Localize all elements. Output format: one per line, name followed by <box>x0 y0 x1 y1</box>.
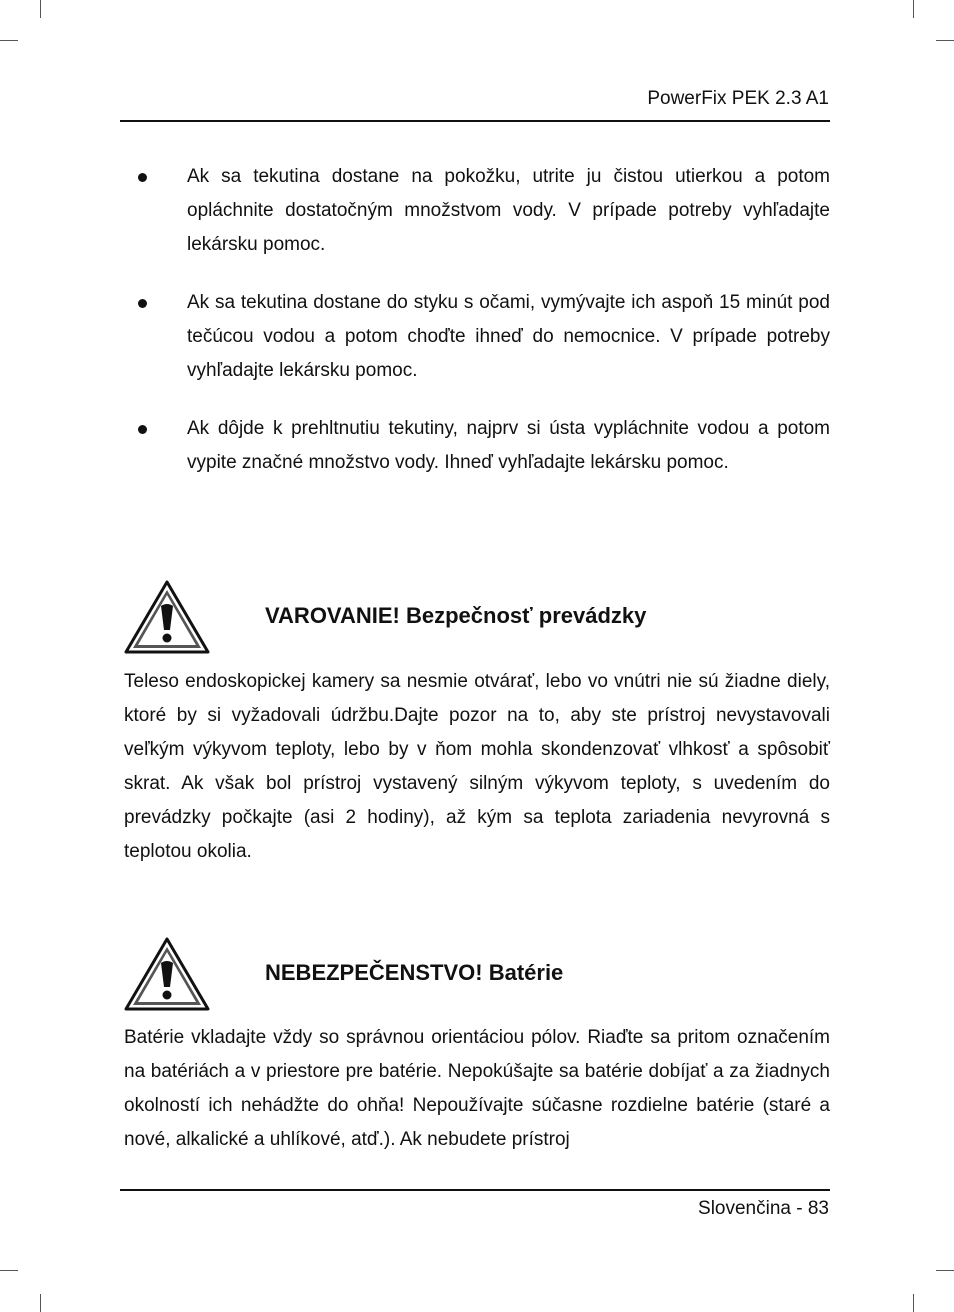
page-footer-label: Slovenčina - 83 <box>698 1198 829 1219</box>
crop-mark <box>936 1270 954 1271</box>
crop-mark <box>913 0 914 18</box>
crop-mark <box>0 40 18 41</box>
footer-rule <box>120 1189 830 1191</box>
crop-mark <box>40 0 41 18</box>
section-title: VAROVANIE! Bezpečnosť prevádzky <box>265 603 647 628</box>
list-item <box>124 286 830 388</box>
page-header-title: PowerFix PEK 2.3 A1 <box>647 88 829 109</box>
warning-triangle-icon <box>124 937 210 1011</box>
bullet-icon <box>138 425 147 434</box>
list-item-text: Ak dôjde k prehltnutiu tekutiny, najprv si ústa vypláchnite vodou a potom vypite značné množstvo vody. Ihneď vyhľadajte lekársku pomoc. <box>187 418 830 473</box>
warning-triangle-icon <box>124 580 210 654</box>
section-paragraph: Batérie vkladajte vždy so správnou orientáciou pólov. Riaďte sa pritom označením na batériách a v priestore pre batérie. Nepokúšajte sa batérie dobíjať a za žiadnych okolností ich nehádžte do ohňa! Nepoužívajte súčasne rozdielne batérie (staré a nové, alkalické a uhlíkové, atď.). Ak nebudete prístroj <box>124 1027 830 1150</box>
crop-mark <box>0 1270 18 1271</box>
header-rule <box>120 120 830 122</box>
bullet-icon <box>138 299 147 308</box>
list-item-text: Ak sa tekutina dostane na pokožku, utrite ju čistou utierkou a potom opláchnite dostatočným množstvom vody. V prípade potreby vyhľadajte lekársku pomoc. <box>187 166 830 255</box>
list-item <box>124 412 830 480</box>
bullet-icon <box>138 173 147 182</box>
crop-mark <box>40 1294 41 1312</box>
list-item-text: Ak sa tekutina dostane do styku s očami, vymývajte ich aspoň 15 minút pod tečúcou vodou a potom choďte ihneď do nemocnice. V prípade potreby vyhľadajte lekársku pomoc. <box>187 292 830 381</box>
bullet-list <box>124 160 830 504</box>
section-title: NEBEZPEČENSTVO! Batérie <box>265 960 564 985</box>
list-item <box>124 160 830 262</box>
crop-mark <box>936 40 954 41</box>
section-paragraph: Teleso endoskopickej kamery sa nesmie otvárať, lebo vo vnútri nie sú žiadne diely, ktoré by si vyžadovali údržbu.Dajte pozor na to, aby ste prístroj nevystavovali veľkým výkyvom teploty, lebo by v ňom mohla skondenzovať vlhkosť a spôsobiť skrat. Ak však bol prístroj vystavený silným výkyvom teploty, s uvedením do prevádzky počkajte (asi 2 hodiny), až kým sa teplota zariadenia nevyrovná s teplotou okolia. <box>124 671 830 862</box>
crop-mark <box>913 1294 914 1312</box>
